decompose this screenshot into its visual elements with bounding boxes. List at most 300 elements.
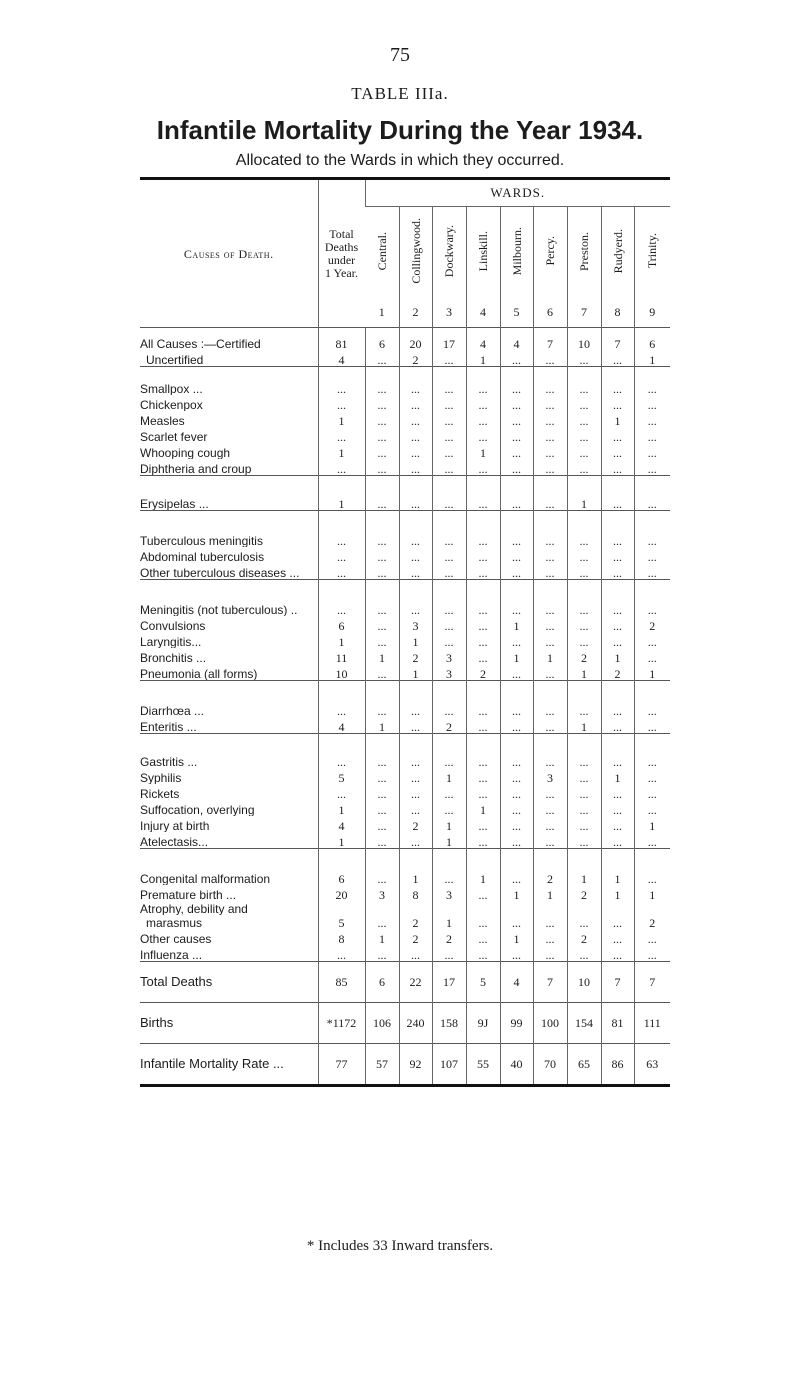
ward-cell: 2 <box>399 648 432 664</box>
ward-cell: ... <box>567 395 601 411</box>
ward-cell: ... <box>634 632 670 648</box>
ward-cell: ... <box>533 800 567 816</box>
total-cell: ... <box>318 395 365 411</box>
ward-cell: ... <box>466 832 500 849</box>
ward-cell: ... <box>500 563 533 580</box>
ward-cell: ... <box>399 800 432 816</box>
ward-cell: ... <box>500 367 533 396</box>
ward-cell: ... <box>365 350 399 367</box>
cause-cell: Diarrhœa ... <box>140 681 318 718</box>
cause-cell: Influenza ... <box>140 948 203 962</box>
ward-cell: ... <box>533 511 567 548</box>
total-cell: 1 <box>318 832 365 849</box>
ward-name: Rudyerd. <box>601 207 634 298</box>
ward-cell: ... <box>634 849 670 886</box>
ward-cell <box>365 901 399 915</box>
ward-cell: ... <box>466 734 500 769</box>
cause-cell: marasmus <box>146 916 203 929</box>
ward-cell: ... <box>634 476 670 511</box>
ward-cell: ... <box>466 816 500 832</box>
total-cell: ... <box>318 547 365 563</box>
table-row <box>140 395 670 411</box>
ward-number: 2 <box>399 297 432 328</box>
total-cell: 11 <box>318 648 365 664</box>
summary-ward-cell: 111 <box>634 1003 670 1044</box>
ward-cell: ... <box>365 395 399 411</box>
ward-cell: 1 <box>601 648 634 664</box>
ward-number: 7 <box>567 297 601 328</box>
table-row <box>140 648 670 664</box>
ward-cell: ... <box>533 459 567 476</box>
ward-cell: ... <box>533 816 567 832</box>
ward-cell: ... <box>500 427 533 443</box>
ward-cell: ... <box>533 395 567 411</box>
summary-ward-cell: 22 <box>399 962 432 1003</box>
total-cell: 10 <box>318 664 365 681</box>
ward-cell: 2 <box>432 929 466 945</box>
ward-name: Dockwary. <box>432 207 466 298</box>
ward-cell: ... <box>365 459 399 476</box>
cause-cell: Meningitis (not tuberculous) .. <box>140 580 318 617</box>
ward-cell: ... <box>601 800 634 816</box>
ward-cell: ... <box>634 427 670 443</box>
total-cell: 4 <box>318 350 365 367</box>
table-row <box>140 915 670 929</box>
ward-cell: 8 <box>399 885 432 901</box>
subtitle: Allocated to the Wards in which they occurred. <box>235 152 565 169</box>
ward-name: Trinity. <box>634 207 670 298</box>
ward-cell: ... <box>533 580 567 617</box>
ward-cell: ... <box>567 459 601 476</box>
ward-cell: ... <box>466 915 500 929</box>
ward-cell: ... <box>634 800 670 816</box>
table-row <box>140 411 670 427</box>
total-cell: 5 <box>318 768 365 784</box>
ward-cell: ... <box>567 411 601 427</box>
summary-ward-cell: 7 <box>634 962 670 1003</box>
ward-cell: ... <box>466 580 500 617</box>
ward-cell: 6 <box>365 328 399 351</box>
mortality-rate-row <box>140 1044 670 1086</box>
ward-cell <box>432 901 466 915</box>
ward-cell: ... <box>365 734 399 769</box>
ward-cell: ... <box>365 547 399 563</box>
summary-ward-cell: 7 <box>533 962 567 1003</box>
ward-cell: ... <box>567 367 601 396</box>
ward-cell: ... <box>399 832 432 849</box>
summary-ward-cell: 4 <box>500 962 533 1003</box>
ward-cell: ... <box>601 367 634 396</box>
ward-cell: 2 <box>432 717 466 734</box>
ward-cell: ... <box>466 648 500 664</box>
ward-cell <box>466 901 500 915</box>
infantile-mortality-table <box>140 177 670 1087</box>
ward-cell: ... <box>601 945 634 962</box>
ward-cell: ... <box>533 717 567 734</box>
ward-cell: ... <box>365 443 399 459</box>
ward-cell: ... <box>500 800 533 816</box>
ward-cell: ... <box>466 885 500 901</box>
ward-cell: 1 <box>399 632 432 648</box>
summary-ward-cell: 65 <box>567 1044 601 1086</box>
ward-cell: ... <box>567 681 601 718</box>
ward-cell: ... <box>466 511 500 548</box>
ward-cell: ... <box>634 411 670 427</box>
ward-cell <box>634 901 670 915</box>
ward-cell: 2 <box>399 915 432 929</box>
ward-cell: ... <box>365 816 399 832</box>
total-cell: 4 <box>318 717 365 734</box>
summary-ward-cell: 17 <box>432 962 466 1003</box>
ward-cell: ... <box>634 443 670 459</box>
ward-cell: ... <box>601 395 634 411</box>
ward-cell: ... <box>466 459 500 476</box>
ward-cell: 1 <box>432 915 466 929</box>
ward-cell: ... <box>399 768 432 784</box>
ward-cell: ... <box>601 632 634 648</box>
summary-ward-cell: 55 <box>466 1044 500 1086</box>
total-deaths-row <box>140 962 670 1003</box>
ward-cell: ... <box>634 459 670 476</box>
ward-cell: ... <box>466 616 500 632</box>
total-cell <box>318 901 365 915</box>
ward-cell: ... <box>567 945 601 962</box>
ward-cell: ... <box>500 784 533 800</box>
ward-cell: 1 <box>466 849 500 886</box>
ward-cell: ... <box>432 459 466 476</box>
table-row <box>140 681 670 718</box>
ward-cell: 1 <box>365 929 399 945</box>
ward-cell: ... <box>567 616 601 632</box>
summary-ward-cell: 7 <box>601 962 634 1003</box>
ward-cell: 1 <box>634 885 670 901</box>
ward-cell: ... <box>466 717 500 734</box>
cause-cell: Whooping cough <box>140 446 231 459</box>
table-row <box>140 768 670 784</box>
ward-cell: ... <box>533 681 567 718</box>
ward-cell: ... <box>500 547 533 563</box>
ward-cell: ... <box>634 511 670 548</box>
ward-cell: ... <box>399 476 432 511</box>
summary-ward-cell: 57 <box>365 1044 399 1086</box>
ward-cell: 1 <box>500 616 533 632</box>
ward-cell: ... <box>601 832 634 849</box>
table-row <box>140 328 670 351</box>
ward-cell: ... <box>399 784 432 800</box>
total-cell: 8 <box>318 929 365 945</box>
ward-number: 1 <box>378 305 385 319</box>
ward-cell: ... <box>500 768 533 784</box>
table-row <box>140 784 670 800</box>
ward-cell: ... <box>601 616 634 632</box>
ward-cell: ... <box>432 427 466 443</box>
cause-cell: Diphtheria and croup <box>140 462 252 476</box>
ward-cell: ... <box>567 443 601 459</box>
ward-cell <box>500 901 533 915</box>
ward-cell: ... <box>533 632 567 648</box>
wards-header: WARDS. <box>365 179 670 207</box>
ward-cell: 2 <box>399 350 432 367</box>
ward-cell: 17 <box>432 328 466 351</box>
ward-cell: ... <box>365 427 399 443</box>
ward-cell: ... <box>567 632 601 648</box>
ward-cell: 1 <box>567 476 601 511</box>
cause-cell: Chickenpox <box>140 398 203 411</box>
ward-number: 8 <box>601 297 634 328</box>
ward-cell: ... <box>567 800 601 816</box>
table-row <box>140 511 670 548</box>
ward-cell: 1 <box>601 411 634 427</box>
ward-cell: ... <box>601 476 634 511</box>
ward-cell <box>399 901 432 915</box>
total-cell: 1 <box>318 411 365 427</box>
total-cell: ... <box>318 784 365 800</box>
ward-cell: ... <box>500 395 533 411</box>
ward-cell: ... <box>533 427 567 443</box>
cause-cell: Tuberculous meningitis <box>140 511 318 548</box>
ward-cell: ... <box>500 632 533 648</box>
ward-cell: ... <box>533 616 567 632</box>
ward-cell: ... <box>432 476 466 511</box>
table-row <box>140 885 670 901</box>
total-cell: 6 <box>318 616 365 632</box>
births-row <box>140 1003 670 1044</box>
ward-cell: 1 <box>533 648 567 664</box>
cause-cell: Injury at birth <box>140 819 210 832</box>
ward-cell: ... <box>567 350 601 367</box>
ward-cell: ... <box>466 395 500 411</box>
ward-cell: ... <box>567 832 601 849</box>
ward-name: Preston. <box>567 207 601 298</box>
summary-ward-cell: 107 <box>432 1044 466 1086</box>
ward-cell: ... <box>466 547 500 563</box>
summary-ward-cell: 6 <box>365 962 399 1003</box>
ward-cell: 1 <box>533 885 567 901</box>
ward-cell: ... <box>567 784 601 800</box>
summary-ward-cell: 40 <box>500 1044 533 1086</box>
cause-cell: Congenital malformation <box>140 849 318 886</box>
table-row <box>140 734 670 769</box>
ward-cell: ... <box>432 681 466 718</box>
ward-cell: ... <box>432 800 466 816</box>
ward-cell: ... <box>601 929 634 945</box>
summary-ward-cell: 86 <box>601 1044 634 1086</box>
table-row <box>140 901 670 915</box>
ward-cell: ... <box>533 476 567 511</box>
ward-cell: ... <box>533 915 567 929</box>
ward-cell: 3 <box>399 616 432 632</box>
ward-cell: ... <box>399 367 432 396</box>
cause-cell: Laryngitis... <box>140 635 202 648</box>
total-cell: 6 <box>318 849 365 886</box>
ward-cell: ... <box>601 443 634 459</box>
ward-cell: ... <box>365 580 399 617</box>
ward-cell: ... <box>601 734 634 769</box>
summary-label: Infantile Mortality Rate ... <box>140 1044 318 1086</box>
total-cell: ... <box>318 427 365 443</box>
ward-cell: ... <box>466 476 500 511</box>
ward-number: 4 <box>466 297 500 328</box>
ward-cell: ... <box>365 849 399 886</box>
ward-cell: ... <box>365 511 399 548</box>
ward-cell: ... <box>634 395 670 411</box>
summary-ward-cell: 158 <box>432 1003 466 1044</box>
table-row <box>140 563 670 580</box>
page-number: 75 <box>390 44 410 66</box>
total-cell: ... <box>318 459 365 476</box>
cause-cell: All Causes :—Certified <box>140 328 318 351</box>
ward-cell: ... <box>466 768 500 784</box>
ward-name: Percy. <box>533 207 567 298</box>
ward-name: Central. <box>374 231 389 271</box>
ward-cell: ... <box>466 681 500 718</box>
ward-cell: ... <box>365 632 399 648</box>
ward-cell: ... <box>399 443 432 459</box>
cause-cell: Atelectasis... <box>140 835 209 849</box>
ward-cell: 1 <box>399 849 432 886</box>
ward-cell: ... <box>601 427 634 443</box>
ward-cell: ... <box>399 734 432 769</box>
summary-ward-cell: 240 <box>399 1003 432 1044</box>
ward-cell: 1 <box>567 717 601 734</box>
ward-cell: ... <box>500 664 533 681</box>
summary-label: Births <box>140 1003 318 1044</box>
ward-cell: ... <box>533 443 567 459</box>
ward-cell: ... <box>365 664 399 681</box>
total-deaths-header: Total Deaths under 1 Year. <box>318 179 365 328</box>
ward-cell: 3 <box>432 885 466 901</box>
ward-number: 9 <box>634 297 670 328</box>
ward-cell: 1 <box>500 885 533 901</box>
cause-cell: Other tuberculous diseases ... <box>140 566 300 580</box>
ward-cell: 10 <box>567 328 601 351</box>
ward-cell: 1 <box>466 800 500 816</box>
ward-cell: 1 <box>601 849 634 886</box>
cause-cell: Gastritis ... <box>140 734 318 769</box>
ward-cell: 2 <box>466 664 500 681</box>
table-row <box>140 476 670 511</box>
ward-cell: ... <box>432 395 466 411</box>
ward-cell <box>567 901 601 915</box>
ward-cell: 1 <box>399 664 432 681</box>
ward-cell: ... <box>399 547 432 563</box>
total-cell: 1 <box>318 476 365 511</box>
cause-cell: Syphilis <box>140 771 182 784</box>
ward-cell: ... <box>533 832 567 849</box>
ward-name: Milbourn. <box>500 207 533 298</box>
cause-cell: Bronchitis ... <box>140 651 207 664</box>
cause-cell: Rickets <box>140 787 180 800</box>
ward-cell: ... <box>432 616 466 632</box>
summary-ward-cell: 10 <box>567 962 601 1003</box>
ward-cell: 7 <box>533 328 567 351</box>
summary-total: 77 <box>318 1044 365 1086</box>
ward-cell: 3 <box>432 648 466 664</box>
main-title: Infantile Mortality During the Year 1934. <box>156 115 644 145</box>
ward-cell: ... <box>567 563 601 580</box>
summary-ward-cell: 9J <box>466 1003 500 1044</box>
total-cell: ... <box>318 945 365 962</box>
summary-total: *1172 <box>318 1003 365 1044</box>
ward-cell: 3 <box>365 885 399 901</box>
ward-cell: ... <box>533 945 567 962</box>
ward-cell: ... <box>399 717 432 734</box>
ward-cell: 7 <box>601 328 634 351</box>
ward-cell: ... <box>533 563 567 580</box>
ward-cell: ... <box>634 832 670 849</box>
ward-cell: ... <box>567 816 601 832</box>
ward-cell: ... <box>466 411 500 427</box>
table-row <box>140 816 670 832</box>
ward-cell: 2 <box>634 915 670 929</box>
ward-cell: 1 <box>567 849 601 886</box>
ward-cell: ... <box>634 681 670 718</box>
table-row <box>140 547 670 563</box>
ward-cell: ... <box>432 632 466 648</box>
ward-cell: 1 <box>634 664 670 681</box>
ward-cell: ... <box>432 784 466 800</box>
table-row <box>140 350 670 367</box>
table-row <box>140 580 670 617</box>
ward-cell: ... <box>399 580 432 617</box>
ward-cell: ... <box>567 511 601 548</box>
ward-cell: ... <box>533 784 567 800</box>
total-cell: ... <box>318 681 365 718</box>
ward-cell: ... <box>500 511 533 548</box>
ward-cell: ... <box>399 411 432 427</box>
ward-cell: ... <box>601 681 634 718</box>
ward-cell: 2 <box>399 816 432 832</box>
ward-cell: ... <box>601 459 634 476</box>
ward-cell: ... <box>533 411 567 427</box>
ward-cell: 3 <box>533 768 567 784</box>
table-row <box>140 945 670 962</box>
ward-cell: 1 <box>432 832 466 849</box>
ward-cell <box>601 901 634 915</box>
ward-cell: ... <box>466 632 500 648</box>
ward-cell: ... <box>466 929 500 945</box>
ward-cell: ... <box>601 915 634 929</box>
ward-number: 3 <box>432 297 466 328</box>
total-cell: 4 <box>318 816 365 832</box>
ward-cell: ... <box>533 929 567 945</box>
ward-cell: ... <box>365 616 399 632</box>
summary-label: Total Deaths <box>140 962 318 1003</box>
ward-cell: ... <box>601 511 634 548</box>
ward-cell: ... <box>634 784 670 800</box>
ward-cell: 1 <box>567 664 601 681</box>
ward-cell: 3 <box>432 664 466 681</box>
ward-cell: 1 <box>634 816 670 832</box>
ward-cell: 1 <box>466 443 500 459</box>
total-cell: ... <box>318 563 365 580</box>
ward-cell: ... <box>500 849 533 886</box>
cause-cell: Erysipelas ... <box>140 476 318 511</box>
ward-cell: ... <box>500 832 533 849</box>
ward-cell: ... <box>634 367 670 396</box>
ward-cell: ... <box>466 945 500 962</box>
ward-cell: ... <box>399 511 432 548</box>
ward-cell: 1 <box>432 816 466 832</box>
cause-cell: Smallpox ... <box>140 367 318 396</box>
summary-ward-cell: 81 <box>601 1003 634 1044</box>
cause-cell: Measles <box>140 414 185 427</box>
table-row <box>140 800 670 816</box>
ward-cell: 20 <box>399 328 432 351</box>
ward-cell: 1 <box>500 648 533 664</box>
table-row <box>140 717 670 734</box>
table-row <box>140 616 670 632</box>
